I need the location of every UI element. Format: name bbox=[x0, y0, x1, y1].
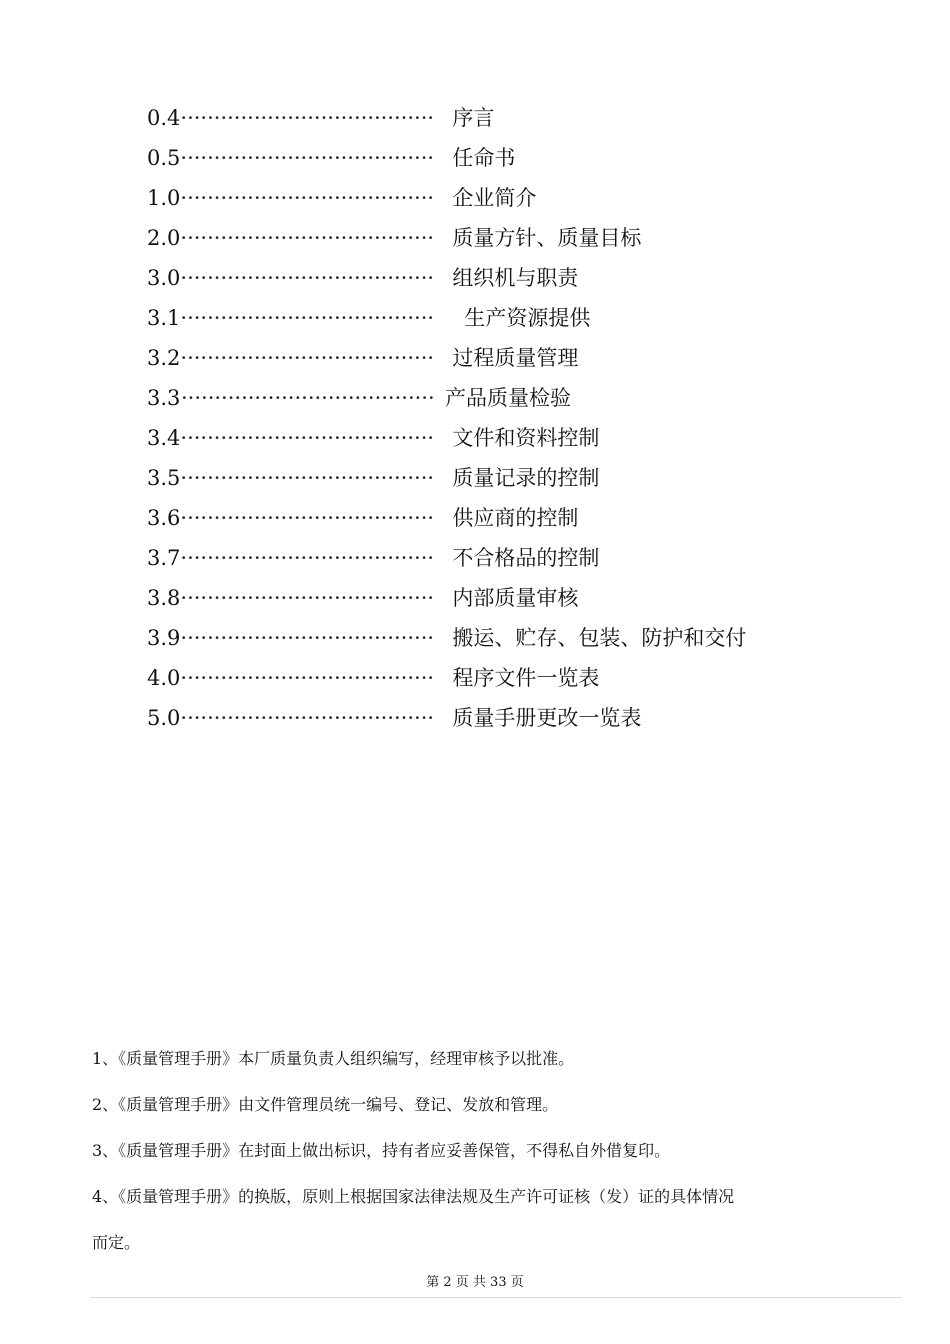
toc-title: 序言 bbox=[452, 106, 495, 130]
toc-leader: ······································ bbox=[180, 186, 435, 210]
toc-title: 文件和资料控制 bbox=[452, 426, 600, 450]
toc-entry[interactable] bbox=[147, 538, 847, 578]
toc-entry[interactable] bbox=[147, 658, 847, 698]
toc-entry[interactable] bbox=[147, 418, 847, 458]
toc-number: 3.4 bbox=[147, 426, 181, 450]
toc-leader: ······································ bbox=[180, 106, 435, 130]
toc-title: 搬运、贮存、包装、防护和交付 bbox=[452, 626, 747, 650]
toc-entry[interactable] bbox=[147, 618, 847, 658]
page-footer: 第 2 页 共 33 页 bbox=[426, 1275, 524, 1290]
toc-leader: ······································ bbox=[180, 546, 435, 570]
toc-number: 5.0 bbox=[147, 706, 181, 730]
toc-number: 3.8 bbox=[147, 586, 181, 610]
toc-entry[interactable] bbox=[147, 698, 847, 738]
toc-number: 0.5 bbox=[147, 146, 181, 170]
note-item: 1、《质量管理手册》本厂质量负责人组织编写，经理审核予以批准。 bbox=[92, 1049, 575, 1068]
toc-leader: ······································ bbox=[181, 386, 435, 410]
toc-entry[interactable] bbox=[147, 298, 847, 338]
manual-notes bbox=[92, 1036, 892, 1266]
toc-number: 3.0 bbox=[147, 266, 181, 290]
toc-title: 过程质量管理 bbox=[452, 346, 579, 370]
footer-divider bbox=[90, 1297, 902, 1298]
toc-entry[interactable] bbox=[147, 98, 847, 138]
toc-number: 0.4 bbox=[147, 106, 181, 130]
toc-title: 内部质量审核 bbox=[452, 586, 579, 610]
toc-leader: ······································ bbox=[180, 146, 435, 170]
toc-title: 程序文件一览表 bbox=[452, 666, 600, 690]
toc-number: 3.2 bbox=[147, 346, 181, 370]
note-item: 3、《质量管理手册》在封面上做出标识，持有者应妥善保管，不得私自外借复印。 bbox=[92, 1141, 671, 1160]
toc-entry[interactable] bbox=[147, 338, 847, 378]
toc-number: 3.7 bbox=[147, 546, 181, 570]
toc-title: 任命书 bbox=[452, 146, 516, 170]
toc-leader: ······································ bbox=[180, 506, 435, 530]
toc-leader: ······································ bbox=[180, 586, 435, 610]
toc-number: 3.3 bbox=[147, 386, 181, 410]
toc-title: 企业简介 bbox=[452, 186, 537, 210]
toc-entry[interactable] bbox=[147, 218, 847, 258]
note-item-continuation: 而定。 bbox=[92, 1233, 141, 1252]
toc-leader: ······································ bbox=[180, 666, 435, 690]
toc-title: 产品质量检验 bbox=[445, 386, 571, 410]
toc-leader: ······································ bbox=[180, 466, 435, 490]
toc-entry[interactable] bbox=[147, 138, 847, 178]
toc-number: 4.0 bbox=[147, 666, 181, 690]
toc-number: 3.9 bbox=[147, 626, 181, 650]
toc-leader: ······································ bbox=[180, 346, 435, 370]
toc-leader: ······································ bbox=[180, 706, 435, 730]
toc-entry[interactable] bbox=[147, 458, 847, 498]
toc-number: 3.5 bbox=[147, 466, 181, 490]
toc-leader: ······································ bbox=[180, 226, 435, 250]
toc-entry[interactable] bbox=[147, 378, 847, 418]
toc-number: 3.6 bbox=[147, 506, 181, 530]
toc-number: 2.0 bbox=[147, 226, 181, 250]
toc-number: 1.0 bbox=[147, 186, 181, 210]
toc-entry[interactable] bbox=[147, 258, 847, 298]
toc-title: 组织机与职责 bbox=[452, 266, 579, 290]
toc-title: 质量手册更改一览表 bbox=[452, 706, 642, 730]
toc-entry[interactable] bbox=[147, 578, 847, 618]
toc-title: 不合格品的控制 bbox=[452, 546, 600, 570]
toc-leader: ······································ bbox=[180, 306, 435, 330]
note-item: 2、《质量管理手册》由文件管理员统一编号、登记、发放和管理。 bbox=[92, 1095, 559, 1114]
toc-title: 质量方针、质量目标 bbox=[452, 226, 642, 250]
toc-number: 3.1 bbox=[147, 306, 181, 330]
toc-leader: ······································ bbox=[180, 426, 435, 450]
toc-title: 供应商的控制 bbox=[452, 506, 579, 530]
toc-title: 生产资源提供 bbox=[464, 306, 591, 330]
toc-leader: ······································ bbox=[180, 626, 435, 650]
note-item: 4、《质量管理手册》的换版，原则上根据国家法律法规及生产许可证核（发）证的具体情况 bbox=[92, 1187, 735, 1206]
table-of-contents bbox=[147, 98, 847, 738]
toc-title: 质量记录的控制 bbox=[452, 466, 600, 490]
toc-entry[interactable] bbox=[147, 498, 847, 538]
toc-leader: ······································ bbox=[180, 266, 435, 290]
toc-entry[interactable] bbox=[147, 178, 847, 218]
